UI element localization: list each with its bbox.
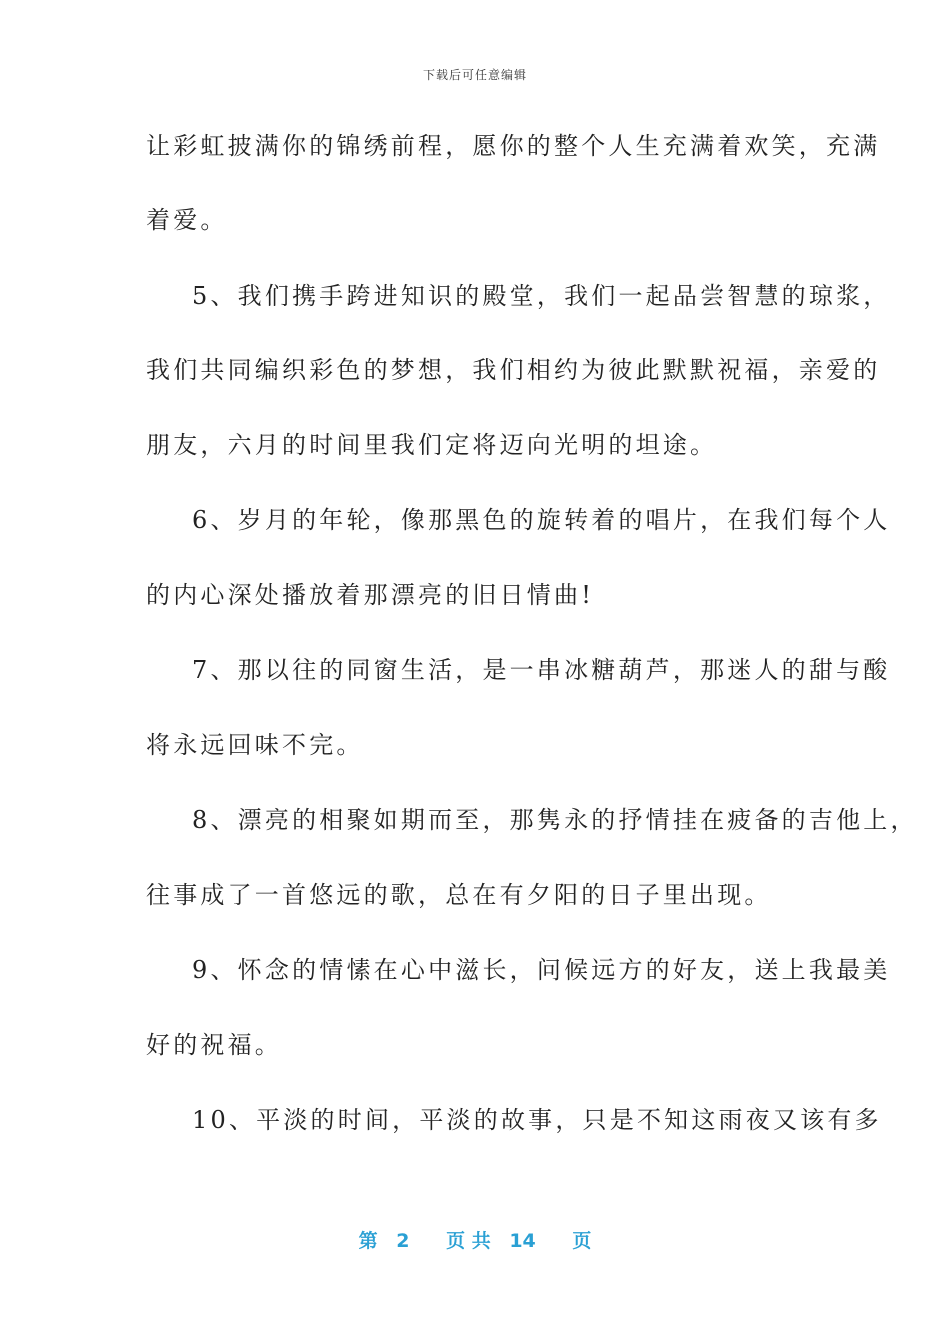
text-line-14: 10、平淡的时间，平淡的故事，只是不知这雨夜又该有多 [192,1106,882,1134]
text-line-10: 8、漂亮的相聚如期而至，那隽永的抒情挂在疲备的吉他上， [192,806,918,834]
text-line-4: 我们共同编织彩色的梦想，我们相约为彼此默默祝福，亲爱的 [146,356,881,384]
text-line-13: 好的祝福。 [146,1031,282,1059]
text-line-5: 朋友，六月的时间里我们定将迈向光明的坦途。 [146,431,718,459]
text-line-6: 6、岁月的年轮，像那黑色的旋转着的唱片，在我们每个人 [192,506,891,534]
text-line-8: 7、那以往的同窗生活，是一串冰糖葫芦，那迷人的甜与酸 [192,656,891,684]
footer-total-pages: 14 [509,1230,536,1252]
footer-middle: 页 共 [446,1230,491,1252]
text-line-2: 着爱。 [146,206,228,234]
footer-suffix: 页 [572,1230,592,1252]
text-line-11: 往事成了一首悠远的歌，总在有夕阳的日子里出现。 [146,881,772,909]
page-footer [0,1226,950,1253]
text-line-3: 5、我们携手跨进知识的殿堂，我们一起品尝智慧的琼浆， [192,282,891,310]
text-line-12: 9、怀念的情愫在心中滋长，问候远方的好友，送上我最美 [192,956,891,984]
footer-prefix: 第 [358,1230,378,1252]
text-line-1: 让彩虹披满你的锦绣前程，愿你的整个人生充满着欢笑，充满 [146,132,881,160]
page-header-note: 下载后可任意编辑 [422,68,527,82]
text-line-7: 的内心深处播放着那漂亮的旧日情曲! [146,581,595,609]
text-line-9: 将永远回味不完。 [146,731,364,759]
footer-current-page: 2 [396,1230,410,1252]
